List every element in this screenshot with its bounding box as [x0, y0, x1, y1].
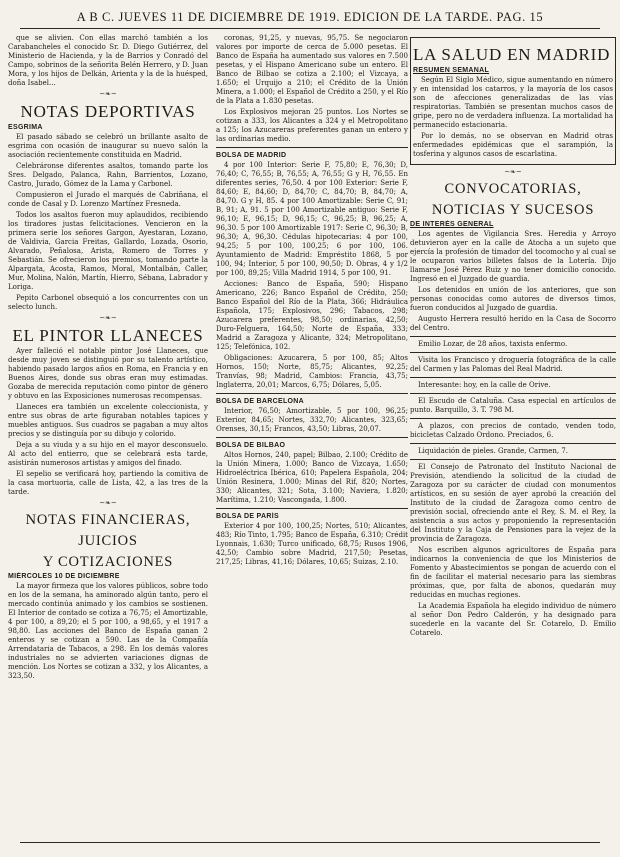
section-title-noticias: NOTICIAS Y SUCESOS [431, 202, 595, 218]
article-paragraph: Compusieron el Jurado el marqués de Cabriñana, el conde de Casal y D. Lorenzo Martínez Fresneda. [8, 191, 208, 208]
bolsa-paris-title: BOLSA DE PARÍS [216, 513, 279, 520]
divider [410, 377, 616, 378]
section-subtitle-interest: DE INTERÉS GENERAL [410, 221, 494, 228]
notice-paragraph: Interesante: hoy, en la calle de Orive. [418, 381, 551, 389]
section-title-painter: EL PINTOR LLANECES [12, 327, 204, 345]
bolsa-madrid-title: BOLSA DE MADRID [216, 152, 287, 159]
separator-ornament: ~❧~ [99, 90, 117, 98]
section-title-convocatorias: CONVOCATORIAS, [444, 181, 582, 197]
divider [410, 393, 616, 394]
separator-ornament: ~❧~ [504, 168, 522, 176]
article-paragraph: Nos escriben algunos agricultores de España para indicarnos la conveniencia de que los Ministerios de Fomento y Abastecimientos se pongan de acuerdo con el fin de facilitar el material necesario para las siembras próximas, que, por falta de abonos, quedarán muy reducidas en muchas regiones. [410, 546, 616, 599]
divider [216, 508, 408, 509]
article-paragraph: Por lo demás, no se observan en Madrid otras enfermedades epidémicas que el sarampión, la tosferina y algunos casos de escarlatina. [413, 132, 613, 158]
quotes-paragraph: Interior, 76,50; Amortizable, 5 por 100, 96,25; Exterior, 84,65; Nortes, 332,70; Alicantes, 323,65; Orenses, 30,15; Francos, 43,50; Libras, 20,07. [216, 407, 408, 433]
separator-ornament: ~❧~ [99, 499, 117, 507]
divider [410, 352, 616, 353]
article-paragraph: El Consejo de Patronato del Instituto Nacional de Previsión, atendiendo la solicitud de la ciudad de Zaragoza por su carácter de ciudad con monumentos artísticos, en su sesión de ayer aprobó la creación del Instituto de la ciudad de Zaragoza como centro de previsión social, ofreciendo ante el Rey, S. M. el Rey, la asistencia a sus actos y proponiendo la representación del Instituto y la Caja de Pensiones para la vejez de la provincia de Zaragoza. [410, 463, 616, 543]
ad-paragraph: Liquidación de pieles. Grande, Carmen, 7. [418, 447, 568, 455]
article-paragraph: Augusto Herrera resultó herido en la Casa de Socorro del Centro. [410, 315, 616, 332]
article-paragraph: Pepito Carbonel obsequió a los concurrentes con un selecto lunch. [8, 294, 208, 311]
divider [410, 459, 616, 460]
article-paragraph: Los agentes de Vigilancia Sres. Heredia y Arroyo detuvieron ayer en la calle de Atocha a un sujeto que ejercía la profesión de timador del tocomocho y al cual se le ocuparon varios billetes falsos de la Lotería. Dijo llamarse José Pérez Ruiz y no tener domicilio conocido. Ingresó en el Juzgado de guardia. [410, 230, 616, 283]
section-title-finance-a: NOTAS FINANCIERAS, [25, 512, 191, 528]
article-paragraph: Ayer falleció el notable pintor José Llaneces, que desde muy joven se distinguió por su talento artístico, habiendo pasado largos años en Roma, en Francia y en Buenos Aires, donde sus obras eran muy estimadas. Gozaba de merecida reputación como pintor de género y obtuvo en las Exposiciones numerosas recompensas. [8, 347, 208, 400]
divider [216, 393, 408, 394]
article-paragraph: Celebráronse diferentes asaltos, tomando parte los Sres. Delgado, Palanca, Rahn, Barrientos, Lozano, Castro, Jurado, Gómez de la Lama y Carbonel. [8, 162, 208, 188]
section-title-sports: NOTAS DEPORTIVAS [20, 103, 196, 121]
footer-rule [20, 842, 600, 843]
section-subtitle-date: MIÉRCOLES 10 DE DICIEMBRE [8, 573, 120, 580]
section-subtitle-weekly: RESUMEN SEMANAL [413, 67, 490, 74]
quotes-paragraph: 4 por 100 Interior: Serie F, 75,80; E, 76,30; D, 76,40; C, 76,55; B, 76,55; A, 76,55; G y H, 76,55. En diferentes series, 76,50. 4 por 100 Exterior: Serie F, 84,60; E, 84,60; D, 84,70; C, 84,70; B, 84,70; A, 84,70. G y H, 85. 4 por 100 Amortizable: Serie C, 91; B, 91; A, 91. 5 por 100 Amortizable antiguo: Serie F, 96,10; E, 96,15; D, 96,15; C, 96,25; B, 96,25; A, 96,30. 5 por 100 Amortizable 1917: Serie C, 96,30; B, 96,30; A, 96,30. Cédulas hipotecarias: 4 por 100, 94,25; 5 por 100, 100,25; 6 por 100, 106. Ayuntamiento de Madrid: Empréstito 1868, 5 por 100, 94; Interior, 5 por 100, 90,50; D. Obras, 4 y 1/2 por 100, 89,25; Villa Madrid 1914, 5 por 100, 91. [216, 161, 408, 277]
page-header: A B C. JUEVES 11 DE DICIEMBRE DE 1919. EDICION DE LA TARDE. PAG. 15 [76, 10, 544, 24]
column-right [410, 34, 616, 840]
health-box [410, 37, 616, 165]
article-paragraph: Deja a su viuda y a su hijo en el mayor desconsuelo. Al acto del entierro, que se celebrará esta tarde, asistirán numerosos artistas y amigos del finado. [8, 441, 208, 467]
bolsa-barcelona-title: BOLSA DE BARCELONA [216, 398, 304, 405]
article-paragraph: Todos los asaltos fueron muy aplaudidos, recibiendo los tiradores justas felicitaciones. Vencieron en la primera serie los señores Gargon, Ayestaran, Lozano, de Valdivia, Garcia Freitas, Gallardo, Lozada, Osorio, Alvarado, Peñalosa, Arista, Romero de Torres y Sebastián. Se ofrecieron los premios, tomando parte la Alpargata, Acosta, Ramos, Moral, Montalbán, Caller, Mur, Molina, Nalón, Martín, Hierro, Sébana, Labrador y Loriga. [8, 211, 208, 291]
ad-paragraph: A plazos, con precios de contado, venden todo, bicicletas Calzado Ordono. Preciados, 6. [410, 422, 616, 439]
article-paragraph: coronas, 91,25, y nuevas, 95,75. Se negociaron valores por importe de cerca de 5.000 pesetas. El Banco de España ha aumentado sus valores en 7.500 pesetas, y el Hispano Americano sube un entero. El Banco de Bilbao se cotiza a 2.100; el Vizcaya, a 1.650; el Urquijo a 210; el Crédito de la Unión Minera, a 1.000; el Español de Crédito a 250, y el Río de la Plata a 1.830 pesetas. [216, 34, 408, 105]
ad-paragraph: El Escudo de Cataluña. Casa especial en artículos de punto. Barquillo, 3. T. 798 M. [410, 397, 616, 414]
section-title-finance-b: JUICIOS [78, 533, 138, 549]
article-paragraph: Según El Siglo Médico, sigue aumentando en número y en intensidad los catarros, y la mayoría de los casos son de afecciones generalizadas de las vías respiratorias. También se presentan muchos casos de gripe, pero no de verdadera influenza. La mortalidad ha permanecido estacionaria. [413, 76, 613, 129]
divider [410, 443, 616, 444]
bolsa-bilbao-title: BOLSA DE BILBAO [216, 442, 286, 449]
article-paragraph: Llaneces era también un excelente coleccionista, y entre sus obras de arte figuraban notables tapices y muebles antiguos. Sus cuadros se pagaban a muy altos precios y se distinguía por su dibujo y colorido. [8, 403, 208, 438]
notice-paragraph: Emilio Lozar, de 28 años, taxista enfermo. [418, 340, 568, 348]
divider [216, 437, 408, 438]
article-paragraph: La Academia Española ha elegido individuo de número al señor Don Pedro Calderón, y ha designado para sucederle en la vacante del Sr. Cotarelo, D. Emilio Cotarelo. [410, 602, 616, 637]
article-paragraph: La mayor firmeza que los valores públicos, sobre todo en los de la semana, ha aminorado algún tanto, pero el mercado continúa animado y los cambios se sostienen. El Interior de contado se cotiza a 76,75; el Amortizable, 4 por 100, a 89,20; el 5 por 100, a 98,65, y el 1917 a 98,80. Las acciones del Banco de España ganan 2 enteros y se cotizan a 590. Las de la Compañía Arrendataria de Tabacos, a 298. En los demás valores industriales no se advierten variaciones dignas de mención. Los Nortes se cotizan a 332, y los Alicantes, a 323,50. [8, 582, 208, 680]
divider [410, 336, 616, 337]
divider [216, 147, 408, 148]
article-paragraph: Los detenidos en unión de los anteriores, que son personas conocidas como autores de diversos timos, fueron conducidos al Juzgado de guardia. [410, 286, 616, 312]
quotes-paragraph: Obligaciones: Azucarera, 5 por 100, 85; Altos Hornos, 150; Norte, 85,75; Alicantes, 92,25; Tranvías, 98; Madrid, Cambios: Francia, 43,75; Inglaterra, 20,01; Marcos, 6,75; Dólares, 5,05. [216, 354, 408, 389]
article-paragraph: El sepelio se verificará hoy, partiendo la comitiva de la casa mortuoria, calle de Lista, 42, a las tres de la tarde. [8, 470, 208, 496]
quotes-paragraph: Exterior 4 por 100, 100,25; Nortes, 510; Alicantes, 483; Río Tinto, 1.795; Banco de España, 6.310; Crédit Lyonnais, 1.630; Turco unificado, 68,75; Rusos 1906, 42,50; Cambio sobre Madrid, 217,50; Pesetas, 217,25; Libras, 41,16; Dólares, 10,65; Suizas, 2.10. [216, 522, 408, 566]
notice-paragraph: Visita los Francisco y droguería fotográfica de la calle del Carmen y las Palomas del Real Madrid. [410, 356, 616, 373]
quotes-paragraph: Altos Hornos, 240, papel; Bilbao, 2.100; Crédito de la Unión Minera, 1.000; Banco de Vizcaya, 1.650; Hidroeléctrica Ibérica, 610; Papelera Española, 204; Unión Resinera, 1.000; Minas del Rif, 820; Nortes, 330; Alicantes, 321; Sota, 3.100; Naviera, 1.820; Marítima, 1.210; Vascongada, 1.800. [216, 451, 408, 504]
separator-ornament: ~❧~ [99, 314, 117, 322]
divider [410, 418, 616, 419]
section-title-finance-c: Y COTIZACIONES [42, 554, 174, 570]
article-paragraph: El pasado sábado se celebró un brillante asalto de esgrima con ocasión de inaugurar su nuevo salón la asociación recientemente constituida en Madrid. [8, 133, 208, 159]
article-paragraph: Los Explosivos mejoran 25 puntos. Los Nortes se cotizan a 333, los Alicantes a 324 y el Metropolitano a 125; los Azucareras preferentes ganan un entero y las ordinarias medio. [216, 108, 408, 143]
quotes-paragraph: Acciones: Banco de España, 590; Hispano Americano, 226; Banco Español de Crédito, 250; Banco Español del Río de la Plata, 366; Hidráulica Española, 175; Explosivos, 296; Tabacos, 298; Azucarera preferentes, 98,50; ordinarias, 42,50; Duro-Felguera, 164,50; Norte de España, 333; Madrid a Zaragoza y Alicante, 324; Metropolitano, 125; Telefónica, 102. [216, 280, 408, 351]
header-rule [20, 28, 600, 29]
intro-paragraph: que se alivien. Con ellas marchó también a los Carabancheles el conocido Sr. D. Diego Gutiérrez, del Ministerio de Hacienda, y la de Barrios y Conradó del Campo, sobrinos de la señorita Belén Herrero, y D. Juan Mora, y los hijos de Delkán, Arienta y la de la huésped, doña Isabel... [8, 34, 208, 87]
section-title-health: LA SALUD EN MADRID [413, 46, 611, 64]
section-subtitle-fencing: ESGRIMA [8, 124, 43, 131]
column-middle [216, 34, 408, 840]
column-left [8, 34, 208, 840]
